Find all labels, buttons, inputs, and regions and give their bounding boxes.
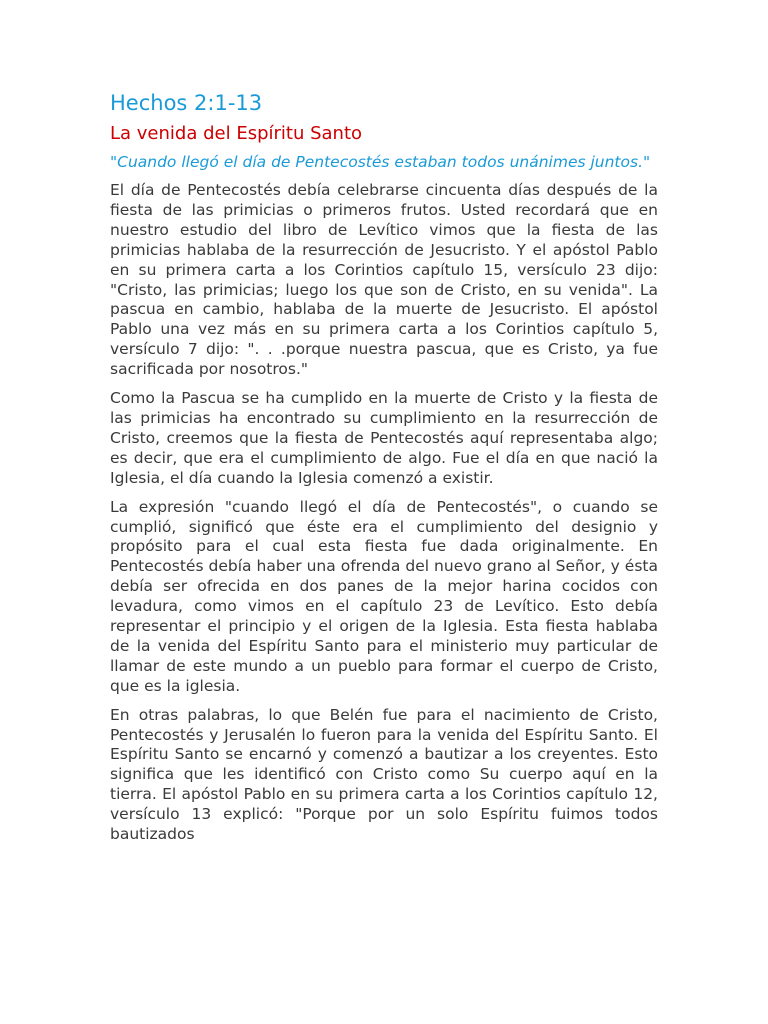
document-subtitle: La venida del Espíritu Santo xyxy=(110,123,363,144)
document-page xyxy=(110,88,658,854)
paragraph-2: Como la Pascua se ha cumplido en la muerte de Cristo y la fiesta de las primicias ha encontrado su cumplimiento en la resurrección de Cristo, creemos que la fiesta de Pentecostés aquí representaba algo; es decir, que era el cumplimiento de algo. Fue el día en que nació la Iglesia, el día cuando la Iglesia comenzó a existir. xyxy=(110,389,658,487)
paragraph-4: En otras palabras, lo que Belén fue para el nacimiento de Cristo, Pentecostés y Jerusalén lo fueron para la venida del Espíritu Santo. El Espíritu Santo se encarnó y comenzó a bautizar a los creyentes. Esto significa que les identificó con Cristo como Su cuerpo aquí en la tierra. El apóstol Pablo en su primera carta a los Corintios capítulo 12, versículo 13 explicó: "Porque por un solo Espíritu fuimos todos bautizados xyxy=(110,705,658,844)
paragraph-3: La expresión "cuando llegó el día de Pentecostés", o cuando se cumplió, significó que éste era el cumplimiento del designio y propósito para el cual esta fiesta fue dada originalmente. En Pentecostés debía haber una ofrenda del nuevo grano al Señor, y ésta debía ser ofrecida en dos panes de la mejor harina cocidos con levadura, como vimos en el capítulo 23 de Levítico. Esto debía representar el principio y el origen de la Iglesia. Esta fiesta hablaba de la venida del Espíritu Santo para el ministerio muy particular de llamar de este mundo a un pueblo para formar el cuerpo de Cristo, que es la iglesia. xyxy=(110,497,658,695)
paragraph-1: El día de Pentecostés debía celebrarse cincuenta días después de la fiesta de las primicias o primeros frutos. Usted recordará que en nuestro estudio del libro de Levítico vimos que la fiesta de las primicias hablaba de la resurrección de Jesucristo. Y el apóstol Pablo en su primera carta a los Corintios capítulo 15, versículo 23 dijo: "Cristo, las primicias; luego los que son de Cristo, en su venida". La pascua en cambio, hablaba de la muerte de Jesucristo. El apóstol Pablo una vez más en su primera carta a los Corintios capítulo 5, versículo 7 dijo: ". . .porque nuestra pascua, que es Cristo, ya fue sacrificada por nosotros." xyxy=(110,181,658,379)
document-title: Hechos 2:1-13 xyxy=(110,91,263,115)
scripture-quote: "Cuando llegó el día de Pentecostés estaban todos unánimes juntos." xyxy=(110,153,651,171)
